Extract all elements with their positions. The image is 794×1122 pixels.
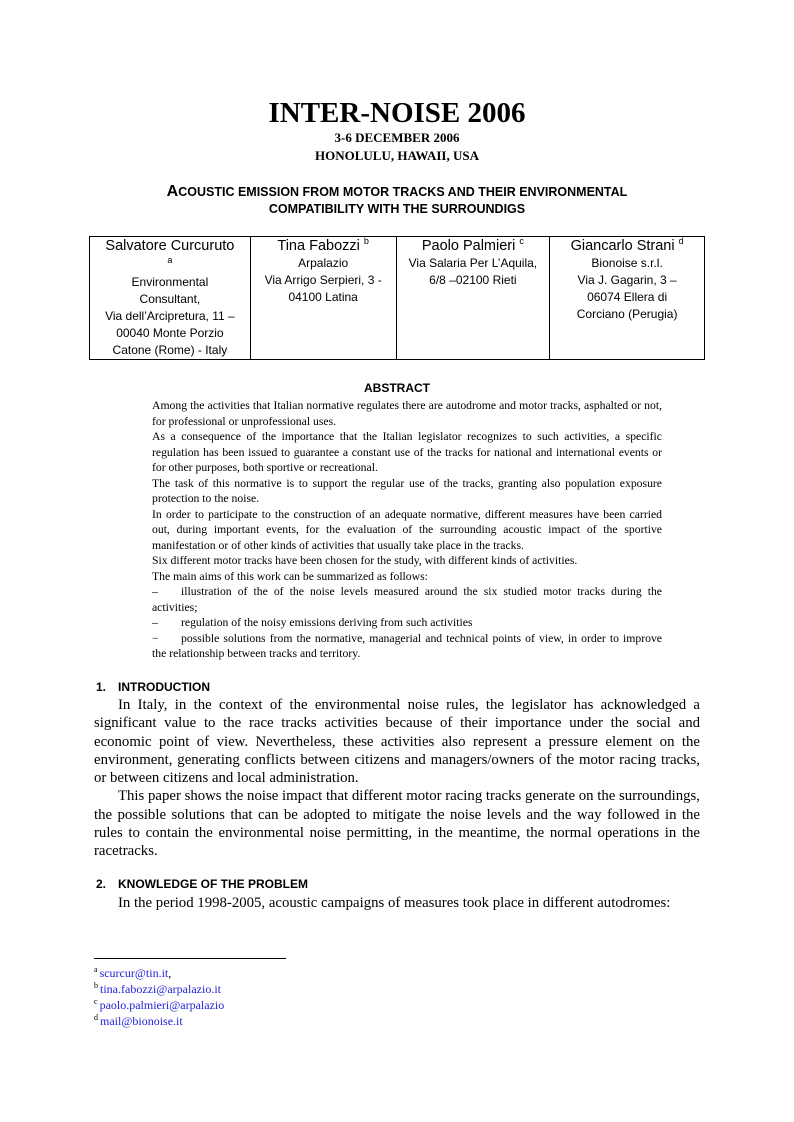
title-initial: A (166, 183, 179, 200)
list-bullet: − (152, 631, 159, 645)
author-name-text: Tina Fabozzi (277, 238, 360, 254)
abstract-list-item (152, 615, 662, 631)
conference-dates: 3-6 DECEMBER 2006 (334, 130, 460, 145)
abstract-list-item (152, 584, 662, 615)
section-heading-introduction (96, 680, 210, 695)
author-footnote-mark: b (363, 236, 369, 247)
author-affiliation-line: Via dell’Arcipretura, 11 – (105, 309, 235, 323)
footnote-mark: d (94, 1013, 98, 1022)
author-affiliation-line: Bionoise s.r.l. (591, 256, 663, 270)
footnote-mark: c (94, 997, 98, 1006)
section-title: KNOWLEDGE OF THE PROBLEM (118, 877, 308, 891)
abstract-list-item (152, 631, 662, 662)
abstract-paragraph: Among the activities that Italian normative regulates there are autodrome and motor tracks, asphalted or not, for professional or unprofessional uses. (152, 399, 662, 428)
knowledge-body (94, 894, 700, 912)
email-link[interactable]: tina.fabozzi@arpalazio.it (100, 982, 221, 996)
footnote-mark: b (94, 981, 98, 990)
list-bullet: – (152, 585, 158, 598)
author-footnote-mark: a (167, 255, 173, 265)
abstract-body (152, 398, 662, 662)
abstract-paragraph: As a consequence of the importance that the Italian legislator recognizes to such activities, a specific regulation has been issued to guarantee a constant use of the tracks for national and international events or for other purposes, both sportive or recreational. (152, 430, 662, 474)
list-item-text: regulation of the noisy emissions deriving from such activities (181, 616, 473, 629)
abstract-paragraph: In order to participate to the construction of an adequate normative, different measures have been carried out, during important events, for the evaluation of the surrounding acoustic impact of the sportive manifestation or of other kinds of activities that usually take place in the tracks. (152, 507, 662, 552)
author-cell (396, 237, 550, 360)
list-item-text: illustration of the of the noise levels measured around the six studied motor tracks during the activities; (152, 585, 662, 614)
abstract-paragraph: The task of this normative is to support the regular use of the tracks, granting also population exposure protection to the noise. (152, 476, 662, 505)
body-paragraph: This paper shows the noise impact that different motor racing tracks generate on the surroundings, the possible solutions that can be adopted to mitigate the noise levels and the way followed in the rules to contain the environmental noise permitting, in the meantime, the normal operations in the racetracks. (94, 788, 700, 860)
footnote (94, 1013, 224, 1029)
author-name-text: Paolo Palmieri (421, 238, 516, 254)
section-number: 2. (96, 877, 107, 891)
author-cell (90, 237, 251, 360)
abstract-paragraph: Six different motor tracks have been chosen for the study, with different kinds of activities. (152, 554, 578, 567)
conference-location: HONOLULU, HAWAII, USA (315, 148, 479, 163)
footnote (94, 997, 224, 1013)
author-name (93, 237, 247, 255)
author-affiliation-line: 00040 Monte Porzio (116, 326, 224, 340)
author-affiliation-line: Arpalazio (298, 256, 349, 270)
paper-title (120, 183, 674, 218)
author-name-text: Giancarlo Strani (570, 238, 675, 254)
author-affiliation-line: Via J. Gagarin, 3 – (577, 273, 677, 287)
author-name (254, 237, 393, 255)
email-link[interactable]: scurcur@tin.it (99, 966, 169, 980)
footnote (94, 981, 224, 997)
author-affiliation-line: Via Salaria Per L’Aquila, (408, 256, 538, 270)
abstract-paragraph: The main aims of this work can be summarized as follows: (152, 569, 428, 583)
author-name-text: Salvatore Curcuruto (105, 238, 235, 254)
author-affiliation-line: Catone (Rome) - Italy (112, 343, 228, 357)
author-affiliation-line: 6/8 –02100 Rieti (429, 273, 517, 287)
body-paragraph: In the period 1998-2005, acoustic campaigns of measures took place in different autodromes: (118, 895, 671, 911)
footnote-mark: a (94, 965, 98, 974)
list-item-text: possible solutions from the normative, managerial and technical points of view, in order to improve the relationship between tracks and territory. (152, 631, 662, 660)
author-name (400, 237, 547, 255)
author-cell (550, 237, 705, 360)
footnote-suffix: , (168, 966, 172, 980)
author-name (553, 237, 701, 255)
author-affiliation-line: 04100 Latina (288, 290, 358, 304)
author-cell (250, 237, 396, 360)
title-line-2: COMPATIBILITY WITH THE SURROUNDIGS (268, 202, 526, 216)
footnote-rule (94, 958, 286, 959)
author-footnote-mark: c (519, 236, 524, 247)
author-affiliation-line: Via Arrigo Serpieri, 3 - (264, 273, 382, 287)
author-affiliation-line: 06074 Ellera di (587, 290, 668, 304)
section-number: 1. (96, 680, 107, 694)
abstract-heading: ABSTRACT (364, 381, 430, 395)
authors-table (89, 236, 705, 360)
list-bullet: – (152, 616, 158, 629)
authors-row (90, 237, 705, 360)
footnote (94, 965, 224, 981)
author-affiliation-line: Corciano (Perugia) (576, 307, 678, 321)
body-paragraph: In Italy, in the context of the environmental noise rules, the legislator has acknowledged a significant value to the race tracks activities because of their importance under the social and economic point of view. Nevertheless, these activities also represent a pressure element on the environment, generating conflicts between citizens and managers/owners of the motor racing tracks, or between citizens and local administration. (94, 697, 700, 787)
author-affiliation-line: Consultant, (139, 292, 201, 306)
section-heading-knowledge (96, 877, 308, 892)
conference-title: INTER-NOISE 2006 (268, 97, 526, 129)
footnotes (94, 965, 224, 1029)
introduction-body (94, 696, 700, 861)
title-line-1: COUSTIC EMISSION FROM MOTOR TRACKS AND THEIR ENVIRONMENTAL (178, 185, 628, 199)
section-title: INTRODUCTION (118, 680, 210, 694)
email-link[interactable]: mail@bionoise.it (100, 1014, 183, 1028)
email-link[interactable]: paolo.palmieri@arpalazio (99, 998, 225, 1012)
author-footnote-mark: d (678, 236, 684, 247)
author-affiliation-line: Environmental (131, 275, 209, 289)
